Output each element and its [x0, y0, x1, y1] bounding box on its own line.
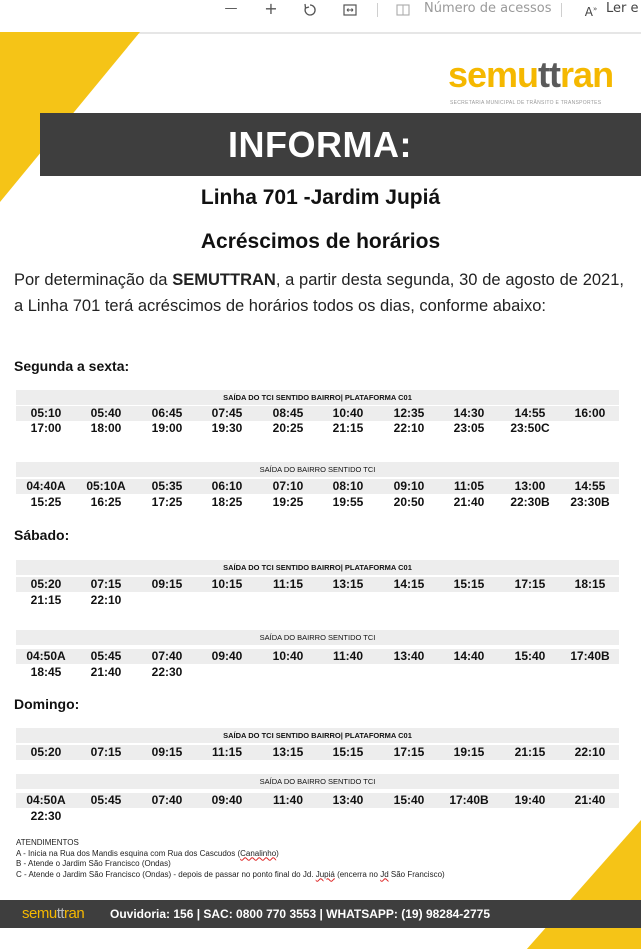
read-aloud-button[interactable]: Ler e — [606, 1, 639, 16]
time-cell: 21:40 — [574, 793, 606, 807]
time-cell — [318, 809, 378, 824]
time-cell: 20:25 — [272, 421, 304, 435]
time-cell: 20:50 — [393, 495, 425, 509]
time-cell: 13:00 — [514, 479, 546, 493]
time-cell — [379, 665, 439, 680]
table-row — [16, 809, 619, 824]
zoom-in-icon[interactable]: + — [264, 0, 278, 18]
footer-logo: semuttran — [22, 905, 85, 922]
time-cell — [197, 593, 257, 608]
time-cell: 04:50A — [26, 793, 66, 807]
time-cell: 17:00 — [30, 421, 62, 435]
time-cell: 17:40B — [449, 793, 489, 807]
time-cell: 15:40 — [514, 649, 546, 663]
time-cell: 19:00 — [151, 421, 183, 435]
time-cell: 15:40 — [393, 793, 425, 807]
time-cell — [439, 809, 499, 824]
time-cell: 14:55 — [514, 406, 546, 420]
time-cell: 09:15 — [151, 577, 183, 591]
table-row — [16, 793, 619, 808]
time-cell: 13:40 — [393, 649, 425, 663]
time-cell — [560, 665, 620, 680]
time-cell: 23:30B — [570, 495, 610, 509]
access-count-field[interactable]: Número de acessos — [424, 1, 552, 16]
time-cell: 10:40 — [332, 406, 364, 420]
time-cell: 12:35 — [393, 406, 425, 420]
time-cell: 08:45 — [272, 406, 304, 420]
table-row — [16, 593, 619, 608]
time-cell: 19:15 — [453, 745, 485, 759]
time-cell: 06:45 — [151, 406, 183, 420]
time-cell: 17:25 — [151, 495, 183, 509]
time-cell: 22:10 — [393, 421, 425, 435]
time-cell: 05:10 — [30, 406, 62, 420]
time-cell: 07:45 — [211, 406, 243, 420]
time-cell — [258, 593, 318, 608]
day-label-sunday: Domingo: — [14, 696, 80, 712]
time-cell: 22:30 — [151, 665, 183, 679]
time-cell: 08:10 — [332, 479, 364, 493]
line-subtitle: Acréscimos de horários — [200, 230, 441, 253]
time-cell: 07:15 — [90, 745, 122, 759]
table-row — [16, 479, 619, 494]
table-header-bairro: SAÍDA DO BAIRRO SENTIDO TCI — [16, 462, 619, 477]
table-header-bairro: SAÍDA DO BAIRRO SENTIDO TCI — [16, 630, 619, 645]
time-cell: 19:55 — [332, 495, 364, 509]
time-cell: 21:15 — [332, 421, 364, 435]
page-view-icon[interactable] — [394, 0, 412, 20]
table-header-tci: SAÍDA DO TCI SENTIDO BAIRRO| PLATAFORMA C01 — [16, 560, 619, 575]
time-cell — [137, 593, 197, 608]
time-cell: 21:40 — [90, 665, 122, 679]
time-cell: 05:35 — [151, 479, 183, 493]
time-cell — [560, 593, 620, 608]
line-title: Linha 701 -Jardim Jupiá — [200, 186, 441, 209]
time-cell: 21:40 — [453, 495, 485, 509]
day-label-weekdays: Segunda a sexta: — [14, 358, 130, 374]
table-row — [16, 421, 619, 436]
time-cell: 05:10A — [86, 479, 126, 493]
time-cell — [500, 809, 560, 824]
time-cell — [258, 809, 318, 824]
time-cell: 18:00 — [90, 421, 122, 435]
table-row — [16, 577, 619, 592]
time-cell: 22:10 — [90, 593, 122, 607]
notes: ATENDIMENTOS A - Inicia na Rua dos Mandis esquina com Rua dos Cascudos (Canalinho) B - Atende o Jardim São Francisco (Ondas) C - Atende o Jardim São Francisco (Ondas) - depois de passar no ponto final do Jd. Jupiá (encerra no Jd São Francisco) — [16, 838, 445, 879]
time-cell: 14:55 — [574, 479, 606, 493]
time-cell: 16:25 — [90, 495, 122, 509]
time-cell — [560, 809, 620, 824]
time-cell: 13:15 — [332, 577, 364, 591]
time-cell: 11:05 — [453, 479, 485, 493]
time-cell: 22:30 — [30, 809, 62, 823]
time-cell: 05:45 — [90, 649, 122, 663]
toolbar-divider — [561, 3, 562, 17]
time-cell: 14:15 — [393, 577, 425, 591]
time-cell — [379, 809, 439, 824]
time-cell: 18:25 — [211, 495, 243, 509]
header-title: INFORMA: — [228, 124, 412, 165]
footer-bar — [0, 900, 641, 928]
time-cell: 13:15 — [272, 745, 304, 759]
time-cell — [318, 665, 378, 680]
time-cell: 15:25 — [30, 495, 62, 509]
time-cell — [76, 809, 136, 824]
time-cell: 18:45 — [30, 665, 62, 679]
table-header-tci: SAÍDA DO TCI SENTIDO BAIRRO| PLATAFORMA C01 — [16, 728, 619, 743]
time-cell: 04:50A — [26, 649, 66, 663]
document-page — [0, 20, 641, 949]
time-cell: 19:30 — [211, 421, 243, 435]
time-cell: 22:10 — [574, 745, 606, 759]
time-cell: 07:40 — [151, 793, 183, 807]
time-cell — [258, 665, 318, 680]
read-aloud-icon[interactable]: A» — [584, 5, 598, 19]
time-cell — [318, 593, 378, 608]
time-cell: 06:10 — [211, 479, 243, 493]
table-row — [16, 745, 619, 760]
time-cell — [500, 665, 560, 680]
time-cell: 09:40 — [211, 793, 243, 807]
time-cell: 11:40 — [272, 793, 304, 807]
table-header-tci: SAÍDA DO TCI SENTIDO BAIRRO| PLATAFORMA C01 — [16, 390, 619, 405]
table-row — [16, 649, 619, 664]
time-cell: 09:40 — [211, 649, 243, 663]
time-cell: 19:25 — [272, 495, 304, 509]
toolbar-divider — [377, 3, 378, 17]
table-row — [16, 495, 619, 510]
header-banner — [40, 113, 641, 176]
time-cell: 10:15 — [211, 577, 243, 591]
time-cell: 10:40 — [272, 649, 304, 663]
table-row — [16, 665, 619, 680]
time-cell: 09:10 — [393, 479, 425, 493]
time-cell: 15:15 — [453, 577, 485, 591]
time-cell — [197, 809, 257, 824]
day-label-saturday: Sábado: — [14, 527, 70, 543]
time-cell — [137, 809, 197, 824]
time-cell — [560, 421, 620, 436]
time-cell: 17:15 — [393, 745, 425, 759]
time-cell: 05:20 — [30, 745, 62, 759]
time-cell: 05:40 — [90, 406, 122, 420]
time-cell: 17:40B — [570, 649, 610, 663]
zoom-out-icon[interactable]: — — [224, 1, 238, 16]
time-cell: 21:15 — [30, 593, 62, 607]
time-cell: 14:40 — [453, 649, 485, 663]
time-cell: 07:40 — [151, 649, 183, 663]
intro-paragraph: Por determinação da SEMUTTRAN, a partir desta segunda, 30 de agosto de 2021, a Linha 701 terá acréscimos de horários todos os dias, conforme abaixo: — [14, 271, 624, 315]
time-cell — [379, 593, 439, 608]
time-cell: 05:45 — [90, 793, 122, 807]
time-cell: 14:30 — [453, 406, 485, 420]
time-cell: 19:40 — [514, 793, 546, 807]
time-cell: 07:15 — [90, 577, 122, 591]
time-cell: 07:10 — [272, 479, 304, 493]
time-cell — [439, 593, 499, 608]
rotate-icon[interactable] — [300, 0, 320, 20]
time-cell: 09:15 — [151, 745, 183, 759]
time-cell — [500, 593, 560, 608]
time-cell: 05:20 — [30, 577, 62, 591]
time-cell — [439, 665, 499, 680]
time-cell: 18:15 — [574, 577, 606, 591]
time-cell: 16:00 — [574, 406, 606, 420]
time-cell: 17:15 — [514, 577, 546, 591]
table-header-bairro: SAÍDA DO BAIRRO SENTIDO TCI — [16, 774, 619, 789]
time-cell: 11:15 — [272, 577, 304, 591]
table-row — [16, 406, 619, 421]
footer-contacts: Ouvidoria: 156 | SAC: 0800 770 3553 | WHATSAPP: (19) 98284-2775 — [110, 907, 490, 921]
fit-page-icon[interactable] — [340, 0, 360, 20]
time-cell: 21:15 — [514, 745, 546, 759]
time-cell: 22:30B — [510, 495, 550, 509]
time-cell: 15:15 — [332, 745, 364, 759]
time-cell: 23:05 — [453, 421, 485, 435]
time-cell: 13:40 — [332, 793, 364, 807]
time-cell: 04:40A — [26, 479, 66, 493]
time-cell: 23:50C — [510, 421, 550, 435]
browser-toolbar — [0, 0, 641, 20]
time-cell: 11:40 — [332, 649, 364, 663]
corner-triangle-bottom-right — [526, 820, 641, 949]
semuttran-logo: semuttran SECRETARIA MUNICIPAL DE TRÂNSITO E TRANSPORTES — [448, 54, 614, 106]
time-cell — [197, 665, 257, 680]
time-cell: 11:15 — [211, 745, 243, 759]
